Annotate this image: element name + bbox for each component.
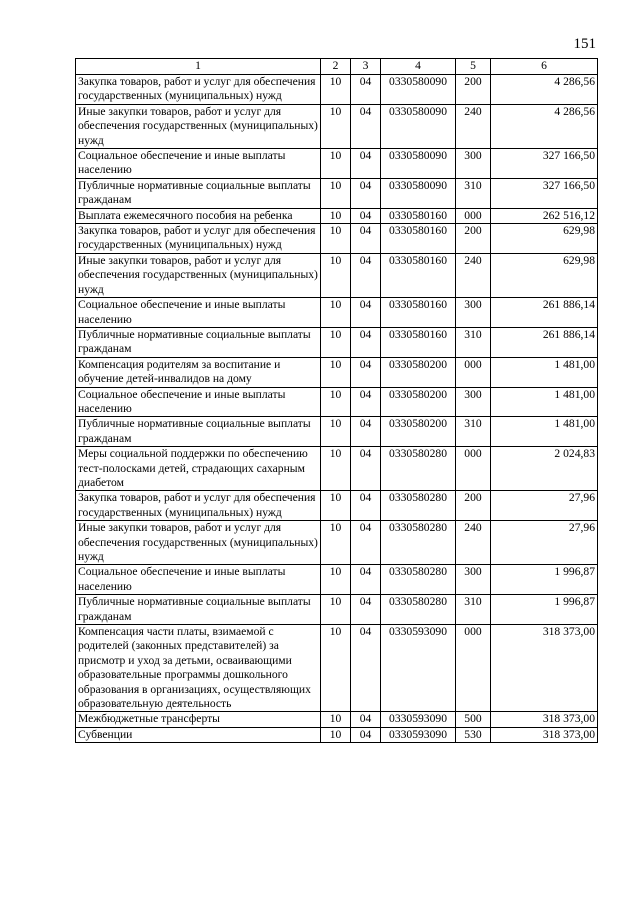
row-name: Меры социальной поддержки по обеспечению тест-полосками детей, страдающих сахарным диабетом xyxy=(76,447,321,491)
row-section: 10 xyxy=(321,327,351,357)
row-target-article: 0330593090 xyxy=(381,712,456,727)
row-name: Публичные нормативные социальные выплаты гражданам xyxy=(76,417,321,447)
row-amount: 1 481,00 xyxy=(491,357,598,387)
row-expense-type: 200 xyxy=(456,491,491,521)
row-target-article: 0330580280 xyxy=(381,521,456,565)
row-subsection: 04 xyxy=(351,387,381,417)
row-target-article: 0330580160 xyxy=(381,224,456,254)
row-expense-type: 240 xyxy=(456,104,491,148)
table-row xyxy=(76,712,598,727)
row-subsection: 04 xyxy=(351,447,381,491)
row-amount: 1 996,87 xyxy=(491,565,598,595)
page-number: 151 xyxy=(573,36,596,52)
row-amount: 318 373,00 xyxy=(491,712,598,727)
row-subsection: 04 xyxy=(351,727,381,742)
row-section: 10 xyxy=(321,387,351,417)
row-name: Социальное обеспечение и иные выплаты населению xyxy=(76,387,321,417)
row-expense-type: 240 xyxy=(456,521,491,565)
row-amount: 327 166,50 xyxy=(491,178,598,208)
row-target-article: 0330580090 xyxy=(381,75,456,105)
row-amount: 27,96 xyxy=(491,491,598,521)
table-row xyxy=(76,224,598,254)
row-section: 10 xyxy=(321,298,351,328)
row-section: 10 xyxy=(321,595,351,625)
row-name: Иные закупки товаров, работ и услуг для обеспечения государственных (муниципальных) нужд xyxy=(76,104,321,148)
row-amount: 1 996,87 xyxy=(491,595,598,625)
row-name: Публичные нормативные социальные выплаты гражданам xyxy=(76,595,321,625)
row-name: Иные закупки товаров, работ и услуг для обеспечения государственных (муниципальных) нужд xyxy=(76,521,321,565)
budget-table xyxy=(75,58,598,743)
row-target-article: 0330593090 xyxy=(381,727,456,742)
row-subsection: 04 xyxy=(351,417,381,447)
row-subsection: 04 xyxy=(351,104,381,148)
row-amount: 1 481,00 xyxy=(491,417,598,447)
row-subsection: 04 xyxy=(351,208,381,223)
row-subsection: 04 xyxy=(351,625,381,712)
row-expense-type: 000 xyxy=(456,447,491,491)
table-row xyxy=(76,491,598,521)
row-subsection: 04 xyxy=(351,253,381,297)
table-row xyxy=(76,357,598,387)
header-cell-4: 4 xyxy=(381,59,456,75)
row-amount: 27,96 xyxy=(491,521,598,565)
row-target-article: 0330580280 xyxy=(381,447,456,491)
row-subsection: 04 xyxy=(351,75,381,105)
row-amount: 629,98 xyxy=(491,253,598,297)
row-expense-type: 300 xyxy=(456,387,491,417)
row-section: 10 xyxy=(321,447,351,491)
row-name: Закупка товаров, работ и услуг для обеспечения государственных (муниципальных) нужд xyxy=(76,224,321,254)
row-subsection: 04 xyxy=(351,327,381,357)
row-target-article: 0330580090 xyxy=(381,104,456,148)
row-section: 10 xyxy=(321,253,351,297)
header-cell-1: 1 xyxy=(76,59,321,75)
row-section: 10 xyxy=(321,208,351,223)
row-expense-type: 300 xyxy=(456,565,491,595)
table-row xyxy=(76,149,598,179)
row-amount: 318 373,00 xyxy=(491,625,598,712)
row-name: Иные закупки товаров, работ и услуг для обеспечения государственных (муниципальных) нужд xyxy=(76,253,321,297)
row-subsection: 04 xyxy=(351,565,381,595)
row-expense-type: 000 xyxy=(456,357,491,387)
row-expense-type: 310 xyxy=(456,595,491,625)
row-target-article: 0330593090 xyxy=(381,625,456,712)
table-body xyxy=(76,75,598,743)
row-section: 10 xyxy=(321,357,351,387)
row-expense-type: 530 xyxy=(456,727,491,742)
row-subsection: 04 xyxy=(351,178,381,208)
row-section: 10 xyxy=(321,75,351,105)
row-section: 10 xyxy=(321,104,351,148)
row-subsection: 04 xyxy=(351,712,381,727)
row-amount: 629,98 xyxy=(491,224,598,254)
row-target-article: 0330580090 xyxy=(381,149,456,179)
table-row xyxy=(76,75,598,105)
table-header-row xyxy=(76,59,598,75)
row-section: 10 xyxy=(321,417,351,447)
row-section: 10 xyxy=(321,712,351,727)
row-name: Субвенции xyxy=(76,727,321,742)
row-target-article: 0330580160 xyxy=(381,327,456,357)
row-name: Межбюджетные трансферты xyxy=(76,712,321,727)
row-name: Публичные нормативные социальные выплаты гражданам xyxy=(76,178,321,208)
row-section: 10 xyxy=(321,625,351,712)
row-amount: 1 481,00 xyxy=(491,387,598,417)
row-target-article: 0330580200 xyxy=(381,387,456,417)
row-expense-type: 310 xyxy=(456,327,491,357)
table-row xyxy=(76,253,598,297)
row-target-article: 0330580160 xyxy=(381,253,456,297)
row-amount: 261 886,14 xyxy=(491,298,598,328)
row-subsection: 04 xyxy=(351,224,381,254)
row-amount: 4 286,56 xyxy=(491,75,598,105)
row-amount: 318 373,00 xyxy=(491,727,598,742)
table-row xyxy=(76,565,598,595)
table-row xyxy=(76,595,598,625)
row-section: 10 xyxy=(321,224,351,254)
table-row xyxy=(76,178,598,208)
row-target-article: 0330580280 xyxy=(381,565,456,595)
row-name: Социальное обеспечение и иные выплаты населению xyxy=(76,565,321,595)
row-name: Закупка товаров, работ и услуг для обеспечения государственных (муниципальных) нужд xyxy=(76,75,321,105)
row-expense-type: 000 xyxy=(456,625,491,712)
row-amount: 2 024,83 xyxy=(491,447,598,491)
row-subsection: 04 xyxy=(351,298,381,328)
row-target-article: 0330580160 xyxy=(381,208,456,223)
row-name: Компенсация родителям за воспитание и обучение детей-инвалидов на дому xyxy=(76,357,321,387)
row-section: 10 xyxy=(321,178,351,208)
row-subsection: 04 xyxy=(351,491,381,521)
row-expense-type: 310 xyxy=(456,178,491,208)
row-name: Социальное обеспечение и иные выплаты населению xyxy=(76,149,321,179)
row-amount: 262 516,12 xyxy=(491,208,598,223)
header-cell-6: 6 xyxy=(491,59,598,75)
row-expense-type: 500 xyxy=(456,712,491,727)
row-section: 10 xyxy=(321,491,351,521)
row-expense-type: 300 xyxy=(456,298,491,328)
header-cell-5: 5 xyxy=(456,59,491,75)
row-subsection: 04 xyxy=(351,521,381,565)
row-subsection: 04 xyxy=(351,149,381,179)
row-section: 10 xyxy=(321,149,351,179)
table-row xyxy=(76,327,598,357)
row-expense-type: 200 xyxy=(456,75,491,105)
header-cell-3: 3 xyxy=(351,59,381,75)
row-name: Выплата ежемесячного пособия на ребенка xyxy=(76,208,321,223)
row-target-article: 0330580090 xyxy=(381,178,456,208)
row-target-article: 0330580200 xyxy=(381,417,456,447)
row-target-article: 0330580160 xyxy=(381,298,456,328)
row-target-article: 0330580280 xyxy=(381,491,456,521)
row-name: Компенсация части платы, взимаемой с родителей (законных представителей) за присмотр и уход за детьми, осваивающими образовательные программы дошкольного образования в организациях, осуществляющих образовательную деятельность xyxy=(76,625,321,712)
row-expense-type: 310 xyxy=(456,417,491,447)
row-amount: 4 286,56 xyxy=(491,104,598,148)
table-row xyxy=(76,625,598,712)
row-expense-type: 000 xyxy=(456,208,491,223)
row-name: Публичные нормативные социальные выплаты гражданам xyxy=(76,327,321,357)
row-section: 10 xyxy=(321,565,351,595)
row-amount: 261 886,14 xyxy=(491,327,598,357)
row-expense-type: 300 xyxy=(456,149,491,179)
table-row xyxy=(76,298,598,328)
table-row xyxy=(76,447,598,491)
table-row xyxy=(76,417,598,447)
table-row xyxy=(76,521,598,565)
table-row xyxy=(76,727,598,742)
row-section: 10 xyxy=(321,727,351,742)
table-row xyxy=(76,387,598,417)
table-row xyxy=(76,208,598,223)
row-subsection: 04 xyxy=(351,595,381,625)
row-target-article: 0330580280 xyxy=(381,595,456,625)
table-row xyxy=(76,104,598,148)
row-expense-type: 240 xyxy=(456,253,491,297)
row-amount: 327 166,50 xyxy=(491,149,598,179)
row-subsection: 04 xyxy=(351,357,381,387)
row-section: 10 xyxy=(321,521,351,565)
row-expense-type: 200 xyxy=(456,224,491,254)
row-target-article: 0330580200 xyxy=(381,357,456,387)
row-name: Социальное обеспечение и иные выплаты населению xyxy=(76,298,321,328)
row-name: Закупка товаров, работ и услуг для обеспечения государственных (муниципальных) нужд xyxy=(76,491,321,521)
header-cell-2: 2 xyxy=(321,59,351,75)
